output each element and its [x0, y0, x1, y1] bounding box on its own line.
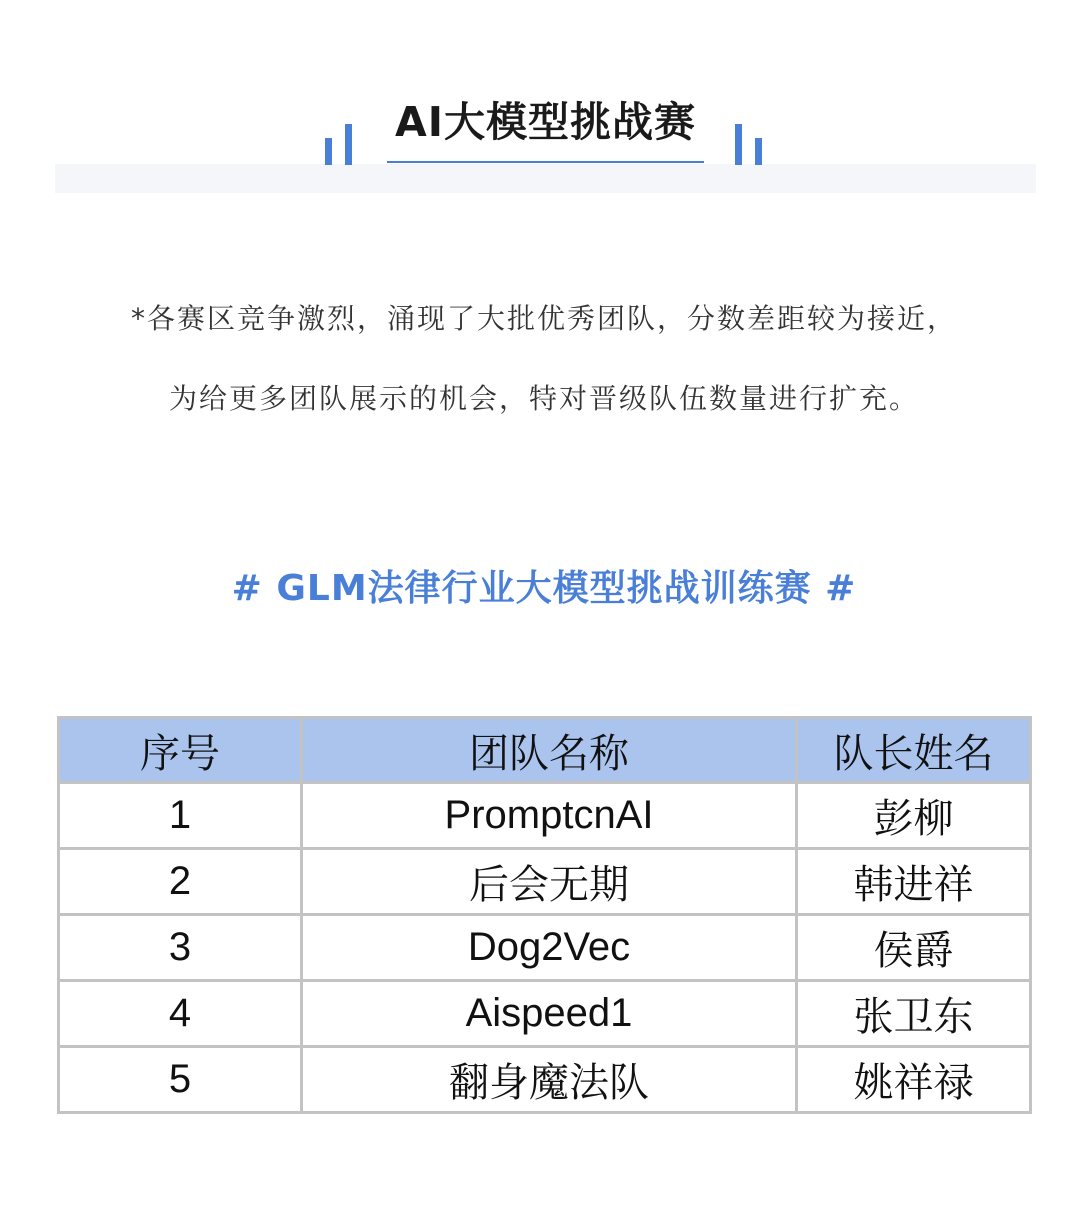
cell-index: 5	[59, 1047, 302, 1113]
section-header-band	[55, 164, 1036, 193]
cell-index: 4	[59, 981, 302, 1047]
header-captain-name: 队长姓名	[797, 718, 1031, 783]
advancing-teams-table	[57, 716, 1032, 1114]
cell-team-name: PromptcnAI	[302, 783, 797, 849]
section-title: AI大模型挑战赛	[387, 90, 704, 163]
table-row	[59, 981, 1031, 1047]
table-row	[59, 1047, 1031, 1113]
cell-captain-name: 侯爵	[797, 915, 1031, 981]
cell-captain-name: 韩进祥	[797, 849, 1031, 915]
table-header-row	[59, 718, 1031, 783]
cell-team-name: 翻身魔法队	[302, 1047, 797, 1113]
header-index: 序号	[59, 718, 302, 783]
decorative-bars-left	[325, 124, 355, 165]
cell-index: 2	[59, 849, 302, 915]
cell-captain-name: 姚祥禄	[797, 1047, 1031, 1113]
note-line-1: *各赛区竞争激烈，涌现了大批优秀团队，分数差距较为接近，	[130, 302, 957, 335]
note-line-2: 为给更多团队展示的机会，特对晋级队伍数量进行扩充。	[168, 382, 919, 415]
cell-team-name: Aispeed1	[302, 981, 797, 1047]
cell-index: 3	[59, 915, 302, 981]
cell-index: 1	[59, 783, 302, 849]
header-team-name: 团队名称	[302, 718, 797, 783]
table-row	[59, 849, 1031, 915]
decorative-bars-right	[735, 124, 765, 165]
cell-captain-name: 彭柳	[797, 783, 1031, 849]
cell-team-name: Dog2Vec	[302, 915, 797, 981]
table-row	[59, 783, 1031, 849]
cell-captain-name: 张卫东	[797, 981, 1031, 1047]
competition-title: # GLM法律行业大模型挑战训练赛 #	[231, 568, 857, 609]
cell-team-name: 后会无期	[302, 849, 797, 915]
table-row	[59, 915, 1031, 981]
